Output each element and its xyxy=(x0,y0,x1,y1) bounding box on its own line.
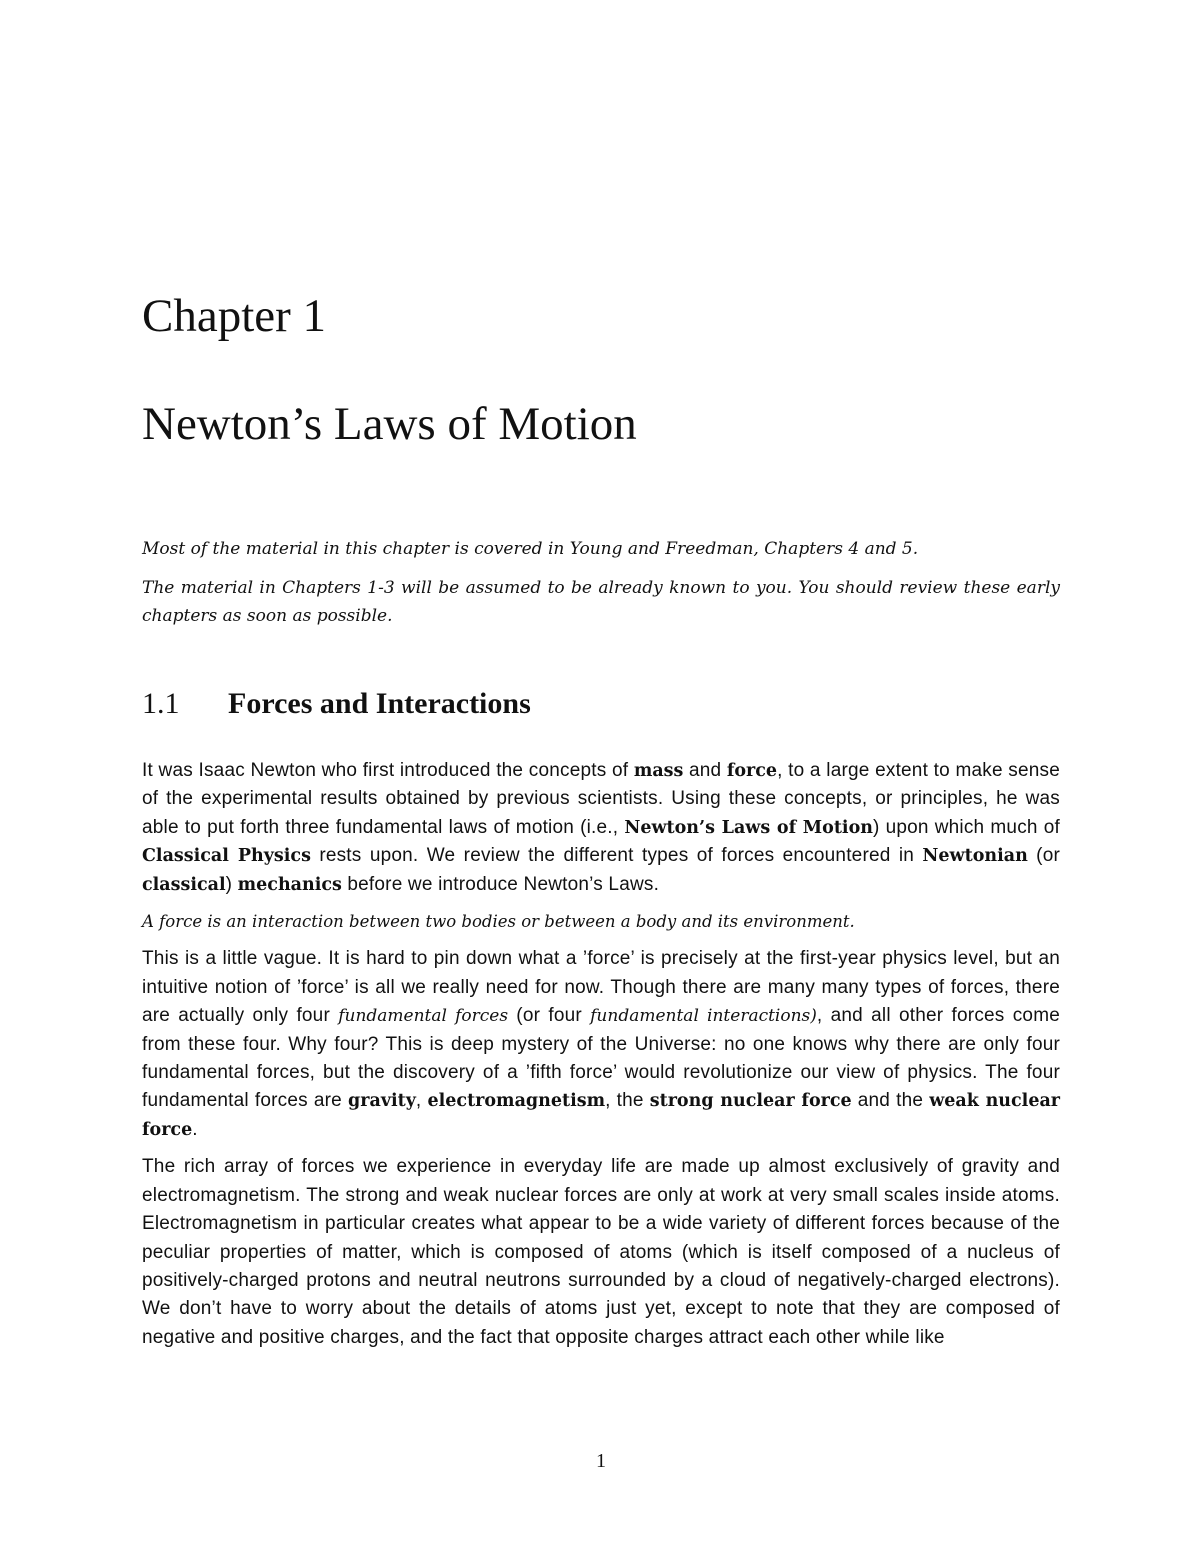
term-gravity: gravity xyxy=(348,1091,416,1112)
chapter-label: Chapter 1 xyxy=(142,290,327,342)
term-classical: classical xyxy=(142,874,226,895)
text-run: and the xyxy=(851,1090,930,1112)
chapter-intro xyxy=(142,535,1060,641)
text-run: rests upon. We review the different types of forces encountered in xyxy=(310,845,923,867)
text-run: and xyxy=(683,760,727,781)
intro-line-2: The material in Chapters 1-3 will be assumed to be already known to you. You should review these early chapters as soon as possible. xyxy=(142,577,1060,626)
text-run: ) xyxy=(225,873,238,895)
term-strong-nuclear-force: strong nuclear force xyxy=(649,1091,852,1112)
chapter-title: Newton’s Laws of Motion xyxy=(142,398,637,450)
term-fundamental-interactions: fundamental interactions) xyxy=(590,1006,817,1027)
text-run: . xyxy=(192,1118,198,1140)
intro-line-1: Most of the material in this chapter is covered in Young and Freedman, Chapters 4 and 5. xyxy=(142,539,919,559)
term-classical-physics: Classical Physics xyxy=(142,846,311,867)
text-run: , to a large extent to make sense of the experimental results obtained by previous scientists. Using these concepts, or principles, he was able to put forth three fundamental laws of motion (i.e., xyxy=(142,760,1060,838)
text-run: (or four xyxy=(508,1005,591,1027)
paragraph-3: The rich array of forces we experience in everyday life are made up almost exclusively of gravity and electromagnetism. The strong and weak nuclear forces are only at work at very small scales inside atoms. Electromagnetism in particular creates what appear to be a wide variety of different forces because of the peculiar properties of matter, which is composed of atoms (which is itself composed of a nucleus of positively-charged protons and neutral neutrons surrounded by a cloud of negatively-charged electrons). We don’t have to worry about the details of atoms just yet, except to note that they are composed of negative and positive charges, and the fact that opposite charges attract each other while like xyxy=(142,1156,1060,1348)
term-fundamental-forces: fundamental forces xyxy=(338,1006,509,1027)
section-title: Forces and Interactions xyxy=(228,687,531,720)
term-mass: mass xyxy=(633,761,684,781)
paragraph-1 xyxy=(142,757,1060,899)
force-definition: A force is an interaction between two bodies or between a body and its environment. xyxy=(142,912,855,932)
paragraph-2 xyxy=(142,945,1060,1144)
section-body xyxy=(142,757,1060,1361)
page-number: 1 xyxy=(596,1450,606,1472)
text-run: , the xyxy=(605,1090,650,1112)
text-run: , xyxy=(415,1090,428,1112)
term-newtonian: Newtonian xyxy=(922,846,1028,867)
text-run: (or xyxy=(1027,845,1060,867)
text-run: ) upon which much of xyxy=(872,816,1060,838)
text-run: It was Isaac Newton who first introduced the concepts of xyxy=(142,760,634,781)
text-run: This is a little vague. It is hard to pin down what a ’force’ is precisely at the first-year physics level, but an intuitive notion of ’force’ is all we really need for now. Though there are many many types of forces, there are actually only four xyxy=(142,948,1060,1027)
text-run: before we introduce Newton’s Laws. xyxy=(341,873,660,895)
term-weak-nuclear-force: weak nuclear force xyxy=(142,1091,1061,1140)
text-run: , and all other forces come from these four. Why four? This is deep mystery of the Universe: no one knows why there are only four fundamental forces, but the discovery of a ’fifth force’ would revolutionize our view of physics. The four fundamental forces are xyxy=(142,1005,1060,1112)
term-mechanics: mechanics xyxy=(237,874,342,895)
term-electromagnetism: electromagnetism xyxy=(427,1091,606,1112)
section-heading xyxy=(142,684,531,724)
document-page xyxy=(142,0,1060,1553)
section-number: 1.1 xyxy=(142,687,180,720)
term-newtons-laws: Newton’s Laws of Motion xyxy=(624,817,873,838)
term-force: force xyxy=(726,761,778,781)
